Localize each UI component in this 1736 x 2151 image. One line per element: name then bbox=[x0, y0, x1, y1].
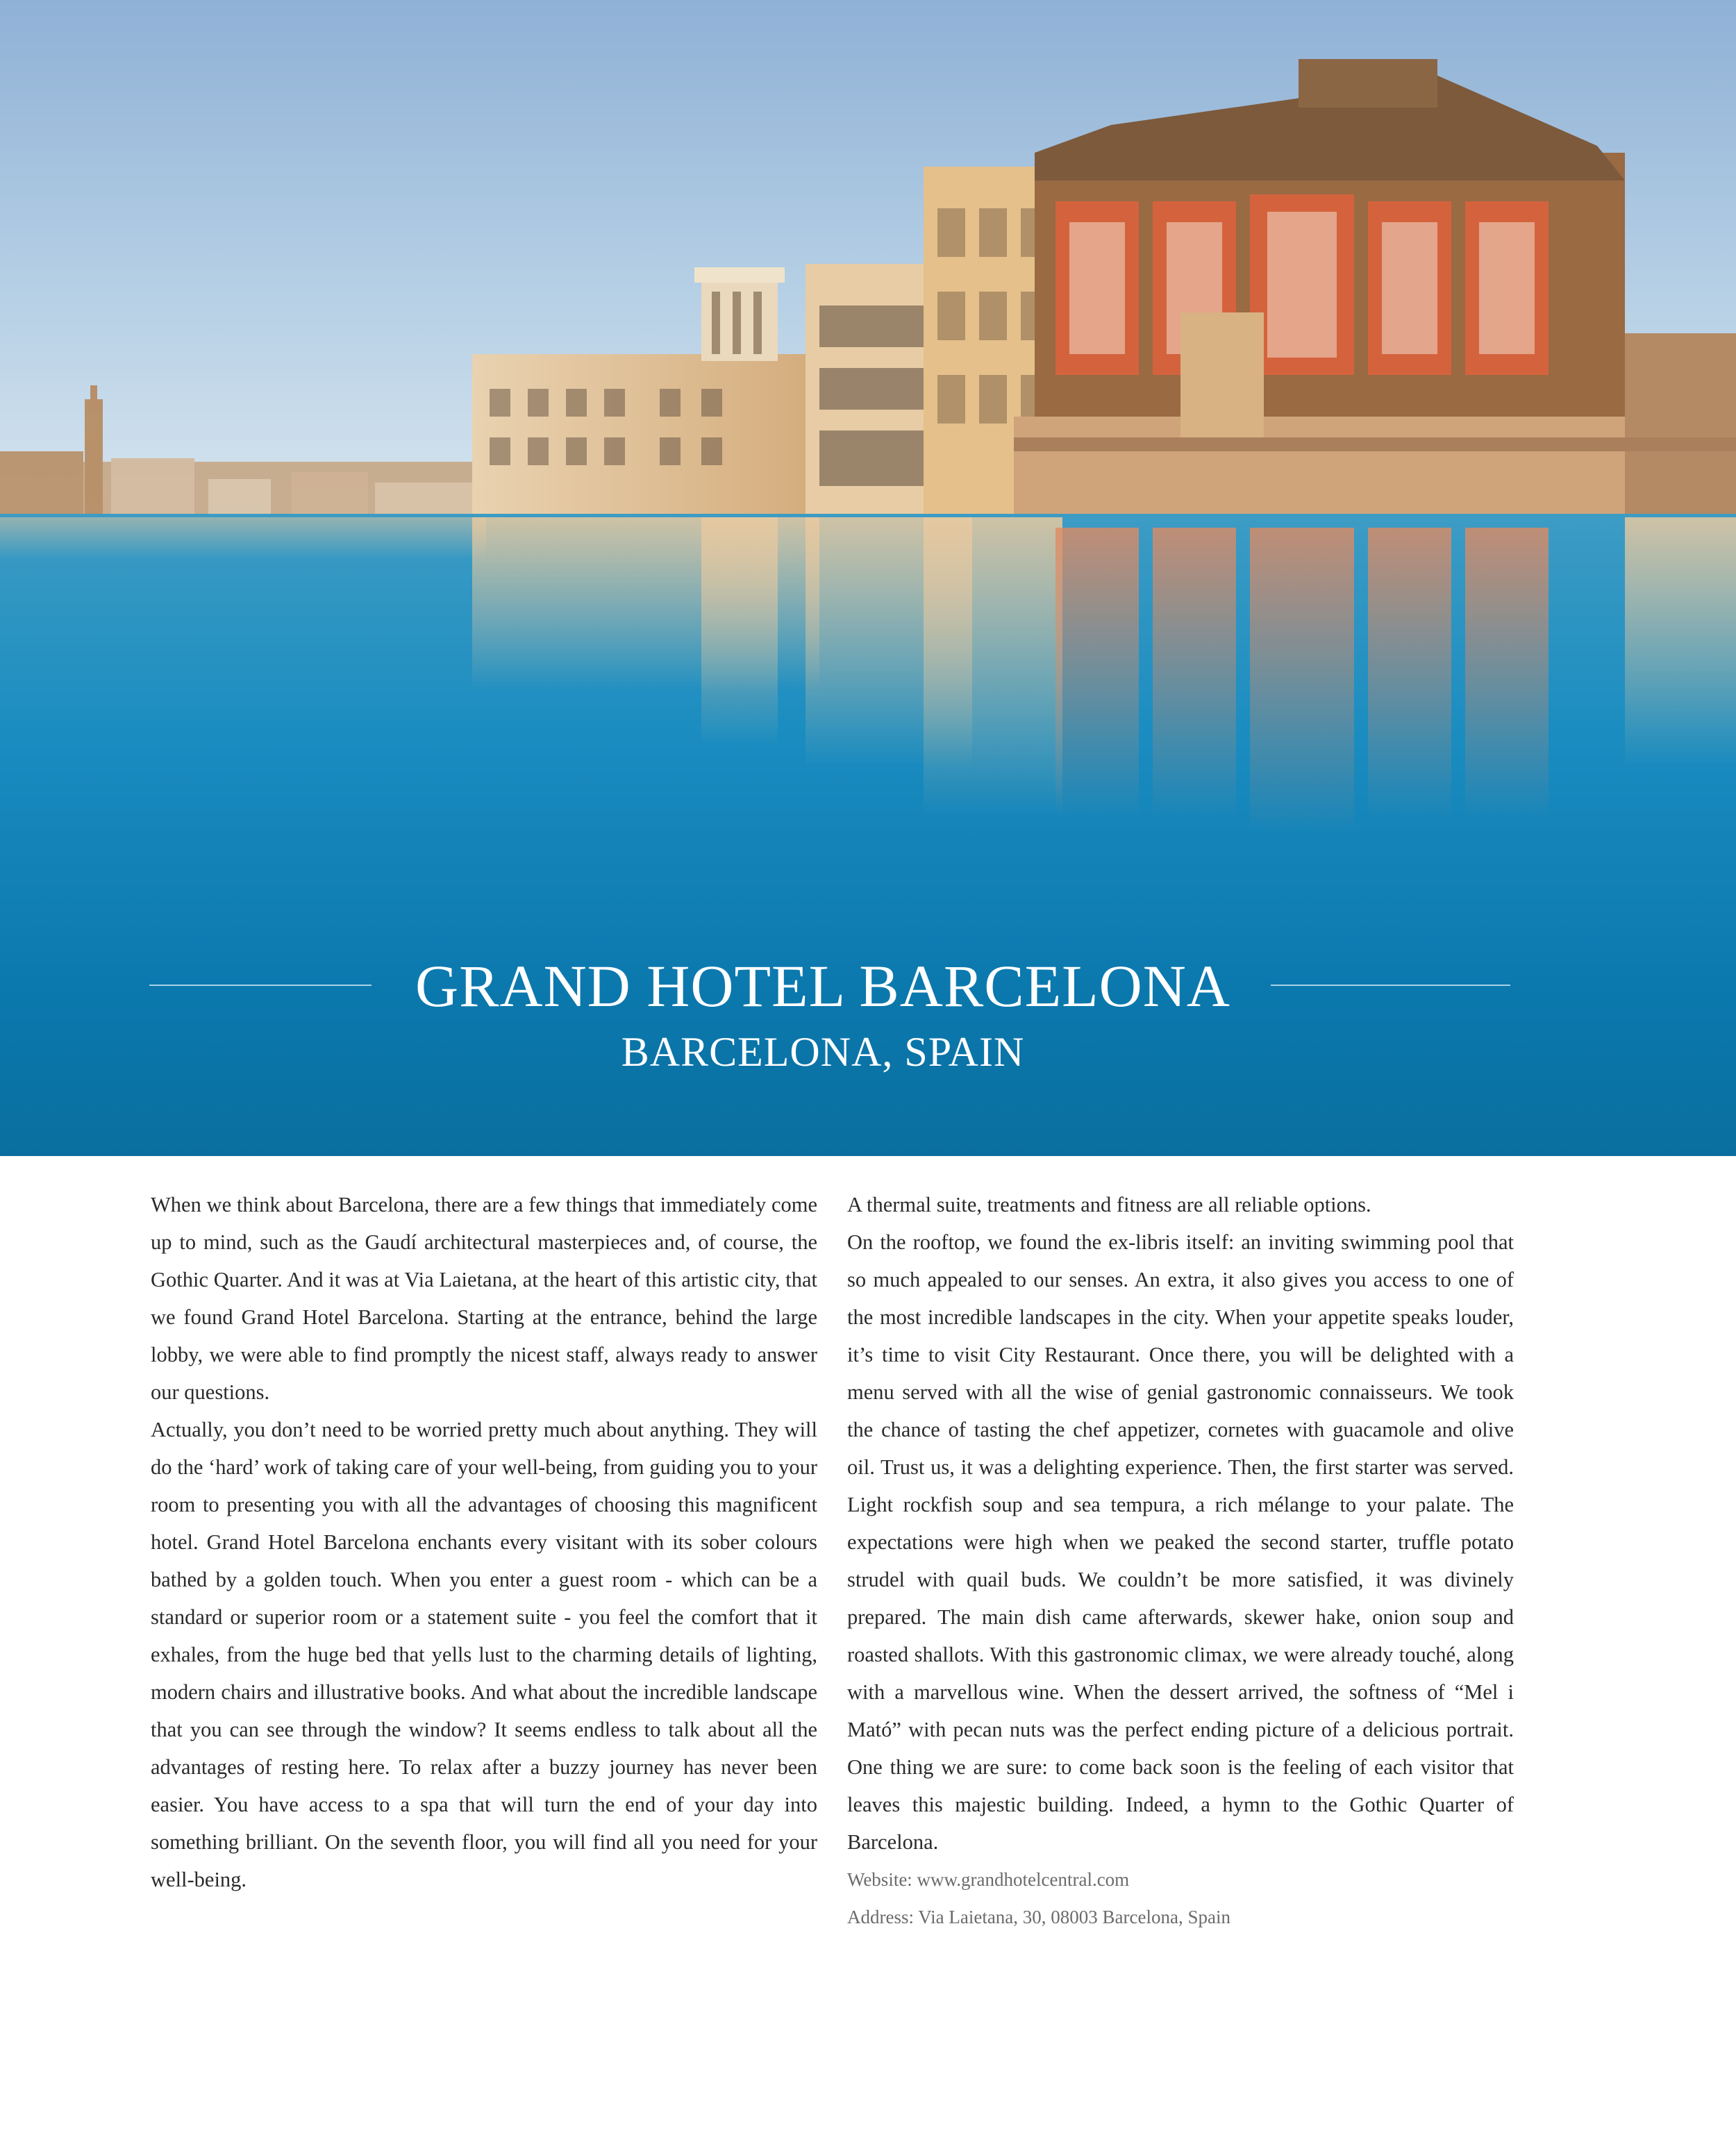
hotel-location: BARCELONA, SPAIN bbox=[621, 1029, 1025, 1075]
title-rule-right bbox=[1271, 985, 1510, 986]
title-rule-left bbox=[149, 985, 372, 986]
paragraph: When we think about Barcelona, there are a few things that immediately come up to mind, such as the Gaudí architectural masterpieces and, of course, the Gothic Quarter. And it was at Via Laietana, at the heart of this artistic city, that we found Grand Hotel Barcelona. Starting at the entrance, behind the large lobby, we were able to find promptly the nicest staff, always ready to answer our questions. bbox=[151, 1193, 817, 1404]
paragraph: A thermal suite, treatments and fitness are all reliable options. bbox=[847, 1193, 1371, 1216]
paragraph: On the rooftop, we found the ex-libris itself: an inviting swimming pool that so much appealed to our senses. An extra, it also gives you access to one of the most incredible landscapes in the city. When your appetite speaks louder, it’s time to visit City Restaurant. Once there, you will be delighted with a menu served with all the wise of genial gastronomic connaisseurs. We took the chance of tasting the chef appetizer, cornetes with guacamole and olive oil. Trust us, it was a delighting experience. Then, the first starter was served. Light rockfish soup and sea tempura, a rich mélange to your palate. The expectations were high when we peaked the second starter, truffle potato strudel with quail buds. We couldn’t be more satisfied, it was divinely prepared. The main dish came afterwards, skewer hake, onion soup and roasted shallots. With this gastronomic climax, we were already touché, along with a marvellous wine. When the dessert arrived, the softness of “Mel i Mató” with pecan nuts was the perfect ending picture of a delicious portrait. One thing we are sure: to come back soon is the feeling of each visitor that leaves this majestic building. Indeed, a hymn to the Gothic Quarter of Barcelona. bbox=[847, 1230, 1514, 1854]
address: Address: Via Laietana, 30, 08003 Barcelona, Spain bbox=[847, 1907, 1230, 1927]
article-column-left bbox=[151, 1186, 817, 1898]
website-link[interactable]: Website: www.grandhotelcentral.com bbox=[847, 1869, 1130, 1890]
article-column-right bbox=[847, 1186, 1514, 1936]
paragraph: Actually, you don’t need to be worried pretty much about anything. They will do the ‘hard’ work of taking care of your well-being, from guiding you to your room to presenting you with all the advantages of choosing this magnificent hotel. Grand Hotel Barcelona enchants every visitant with its sober colours bathed by a golden touch. When you enter a guest room - which can be a standard or superior room or a statement suite - you feel the comfort that it exhales, from the huge bed that yells lust to the charming details of lighting, modern chairs and illustrative books. And what about the incredible landscape that you can see through the window? It seems endless to talk about all the advantages of resting here. To relax after a buzzy journey has never been easier. You have access to a spa that will turn the end of your day into something brilliant. On the seventh floor, you will find all you need for your well-being. bbox=[151, 1418, 817, 1891]
hotel-title: GRAND HOTEL BARCELONA bbox=[415, 953, 1230, 1019]
